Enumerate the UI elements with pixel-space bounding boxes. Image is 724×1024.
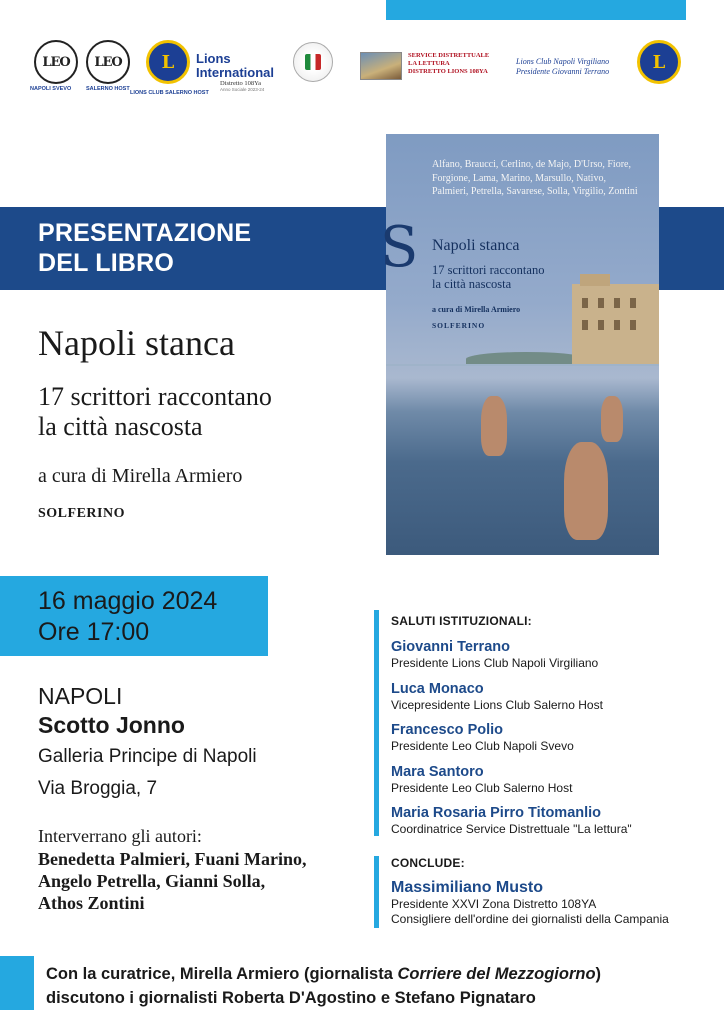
- speaker-role: Presidente Leo Club Napoli Svevo: [391, 739, 574, 753]
- virgiliano-line-1: Lions Club Napoli Virgiliano: [516, 57, 610, 66]
- conclusion-accent-bar: [374, 856, 379, 928]
- virgiliano-text: [516, 57, 609, 77]
- book-editor: a cura di Mirella Armiero: [38, 465, 243, 487]
- conclusion-role-2: Consigliere dell'ordine dei giornalisti della Campania: [391, 912, 669, 926]
- speaker-name: Luca Monaco: [391, 681, 484, 697]
- cover-swimmer: [601, 396, 623, 442]
- footer-line-2: discutono i giornalisti Roberta D'Agostino e Stefano Pignataro: [46, 989, 536, 1007]
- leo-mark: LEO: [94, 54, 122, 70]
- book-subtitle-line-2: la città nascosta: [38, 412, 203, 441]
- greetings-accent-bar: [374, 610, 379, 836]
- footer-accent-box: [0, 956, 34, 1010]
- heading-line-2: DEL LIBRO: [38, 249, 175, 277]
- authors-line-2: Angelo Petrella, Gianni Solla,: [38, 871, 266, 891]
- speaker-name: Mara Santoro: [391, 764, 484, 780]
- authors-line-3: Athos Zontini: [38, 893, 145, 913]
- lions-year: Anno Sociale 2023-24: [220, 87, 265, 92]
- cover-editor: a cura di Mirella Armiero: [432, 305, 521, 314]
- conclusion-label: CONCLUDE:: [391, 856, 465, 870]
- lions-district: Distretto 108Ya: [220, 80, 262, 87]
- lions-salerno-logo: [146, 40, 190, 84]
- cover-publisher: SOLFERINO: [432, 321, 486, 330]
- speaker-name: Maria Rosaria Pirro Titomanlio: [391, 805, 602, 821]
- leo-salerno-host-logo: [86, 40, 130, 84]
- cover-subtitle-line-2: la città nascosta: [432, 277, 512, 291]
- cover-swimmer: [564, 442, 608, 540]
- cover-swimmer: [481, 396, 507, 456]
- event-time: Ore 17:00: [38, 618, 150, 646]
- lions-international-logo: [196, 52, 280, 92]
- lions-international-name: Lions International: [196, 51, 275, 80]
- leo-salerno-caption: SALERNO HOST: [86, 86, 130, 92]
- service-line-2: LA LETTURA: [408, 60, 450, 67]
- speaker-role: Presidente Lions Club Napoli Virgiliano: [391, 656, 599, 670]
- footer-line-1-post: ): [595, 965, 602, 983]
- authors-line-1: Benedetta Palmieri, Fuani Marino,: [38, 849, 307, 869]
- district-crest-logo: [293, 42, 333, 82]
- cover-title: Napoli stanca: [432, 237, 520, 254]
- service-line-3: DISTRETTO LIONS 108YA: [408, 68, 488, 75]
- event-date: 16 maggio 2024: [38, 587, 218, 615]
- speaker-role: Vicepresidente Lions Club Salerno Host: [391, 698, 603, 712]
- footer-line-1-pre: Con la curatrice, Mirella Armiero (giornalista: [46, 965, 398, 983]
- service-line-1: SERVICE DISTRETTUALE: [408, 52, 490, 59]
- footer-line-1: [46, 962, 601, 986]
- cover-subtitle: [432, 263, 544, 291]
- cover-authors: Alfano, Braucci, Cerlino, de Majo, D'Urso, Fiore, Forgione, Lama, Marino, Marsullo, Nativo, Palmieri, Petrella, Savarese, Solla, Virgilio, Zontini: [432, 159, 638, 197]
- presentation-heading: [38, 218, 251, 278]
- event-venue: Scotto Jonno: [38, 712, 185, 738]
- lions-mark: L: [161, 51, 175, 73]
- authors-label: Interverrano gli autori:: [38, 826, 202, 846]
- book-subtitle-line-1: 17 scrittori raccontano: [38, 382, 272, 411]
- cover-publisher-mark: S: [380, 215, 419, 280]
- service-lettura-image: [360, 52, 402, 80]
- lions-mark: L: [652, 51, 666, 73]
- speaker-name: Giovanni Terrano: [391, 639, 510, 655]
- event-address: Via Broggia, 7: [38, 778, 158, 799]
- book-subtitle: [38, 382, 272, 442]
- leo-napoli-svevo-logo: [34, 40, 78, 84]
- service-lettura-text: [408, 52, 489, 76]
- lions-virgiliano-logo: [637, 40, 681, 84]
- book-publisher: SOLFERINO: [38, 506, 125, 521]
- conclusion-role-1: Presidente XXVI Zona Distretto 108YA: [391, 897, 597, 911]
- flag-icon: [305, 54, 321, 70]
- event-city: NAPOLI: [38, 683, 123, 709]
- sponsor-logos: [0, 40, 724, 100]
- lions-salerno-caption: LIONS CLUB SALERNO HOST: [130, 90, 209, 96]
- leo-napoli-caption: NAPOLI SVEVO: [30, 86, 72, 92]
- top-accent-bar: [386, 0, 686, 20]
- book-cover: [380, 134, 659, 555]
- footer-text: [46, 962, 601, 1010]
- authors-list: [38, 848, 306, 914]
- event-datetime: [38, 586, 217, 648]
- leo-mark: LEO: [42, 54, 70, 70]
- greetings-label: SALUTI ISTITUZIONALI:: [391, 614, 532, 628]
- footer-newspaper: Corriere del Mezzogiorno: [397, 965, 596, 983]
- event-place: Galleria Principe di Napoli: [38, 746, 257, 767]
- speaker-name: Francesco Polio: [391, 722, 504, 738]
- cover-palazzo: [572, 284, 659, 364]
- speaker-role: Presidente Leo Club Salerno Host: [391, 781, 573, 795]
- speaker-role: Coordinatrice Service Distrettuale "La lettura": [391, 822, 632, 836]
- book-title: Napoli stanca: [38, 323, 235, 363]
- heading-line-1: PRESENTAZIONE: [38, 219, 252, 247]
- virgiliano-line-2: Presidente Giovanni Terrano: [516, 67, 610, 76]
- cover-subtitle-line-1: 17 scrittori raccontano: [432, 263, 545, 277]
- cover-horizon: [386, 364, 659, 366]
- conclusion-name: Massimiliano Musto: [391, 879, 544, 896]
